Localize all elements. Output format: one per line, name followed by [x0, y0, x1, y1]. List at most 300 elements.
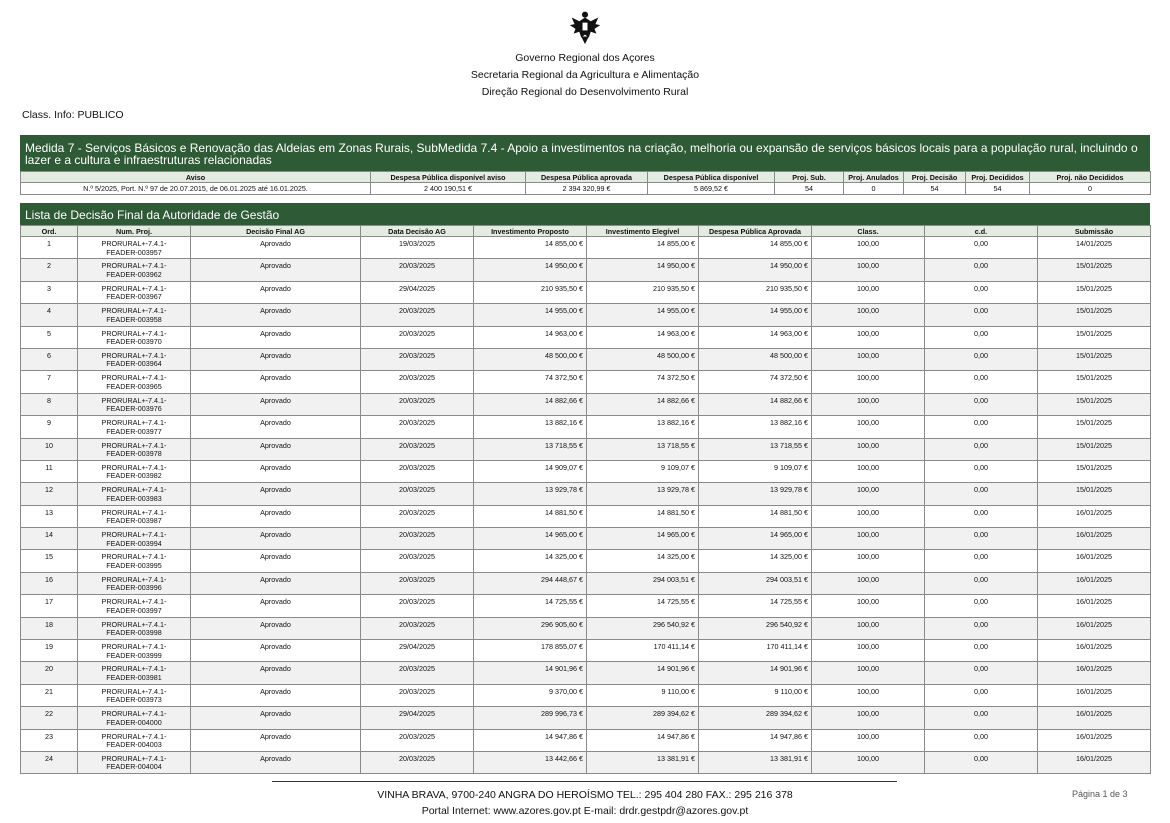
order-cell: 4	[21, 304, 78, 326]
project-number-line1: PRORURAL+-7.4.1-	[101, 552, 167, 562]
project-number-line1: PRORURAL+-7.4.1-	[101, 731, 167, 741]
submission-date-cell: 16/01/2025	[1038, 550, 1151, 572]
decision-date-cell: 20/03/2025	[361, 304, 474, 326]
table-row	[21, 617, 1151, 639]
project-number-line2: FEADER-003967	[106, 292, 162, 302]
approved-expense-cell: 14 855,00 €	[699, 237, 812, 259]
approved-expense-cell: 9 110,00 €	[699, 684, 812, 706]
summary-cell: 54	[904, 183, 966, 195]
submission-date-cell: 16/01/2025	[1038, 729, 1151, 751]
order-cell: 1	[21, 237, 78, 259]
decision-cell: Aprovado	[191, 371, 361, 393]
decision-date-cell: 20/03/2025	[361, 416, 474, 438]
table-row	[21, 751, 1151, 773]
proposed-investment-cell: 13 929,78 €	[474, 483, 587, 505]
summary-column-header: Despesa Pública disponível	[648, 172, 775, 183]
summary-column-header: Proj. não Decididos	[1030, 172, 1151, 183]
order-cell: 15	[21, 550, 78, 572]
cd-cell: 0,00	[925, 237, 1038, 259]
eligible-investment-cell: 9 109,07 €	[587, 460, 699, 482]
footer-divider	[272, 781, 897, 782]
project-number-line2: FEADER-004003	[106, 740, 162, 750]
classification-cell: 100,00	[812, 640, 925, 662]
approved-expense-cell: 14 725,55 €	[699, 595, 812, 617]
project-number-line2: FEADER-003977	[106, 426, 162, 436]
eligible-investment-cell: 14 901,96 €	[587, 662, 699, 684]
classification-cell: 100,00	[812, 237, 925, 259]
summary-cell: 5 869,52 €	[648, 183, 775, 195]
eligible-investment-cell: 14 947,86 €	[587, 729, 699, 751]
project-number-line1: PRORURAL+-7.4.1-	[101, 530, 167, 540]
project-number-cell	[78, 595, 191, 617]
decision-date-cell: 20/03/2025	[361, 460, 474, 482]
approved-expense-cell: 9 109,07 €	[699, 460, 812, 482]
approved-expense-cell: 210 935,50 €	[699, 281, 812, 303]
approved-expense-cell: 14 325,00 €	[699, 550, 812, 572]
approved-expense-cell: 14 955,00 €	[699, 304, 812, 326]
submission-date-cell: 15/01/2025	[1038, 281, 1151, 303]
decision-cell: Aprovado	[191, 640, 361, 662]
decision-cell: Aprovado	[191, 707, 361, 729]
proposed-investment-cell: 14 325,00 €	[474, 550, 587, 572]
cd-cell: 0,00	[925, 438, 1038, 460]
classification-cell: 100,00	[812, 729, 925, 751]
project-number-cell	[78, 707, 191, 729]
proposed-investment-cell: 14 725,55 €	[474, 595, 587, 617]
project-number-line1: PRORURAL+-7.4.1-	[101, 753, 167, 763]
summary-cell: 54	[775, 183, 844, 195]
approved-expense-cell: 14 950,00 €	[699, 259, 812, 281]
submission-date-cell: 16/01/2025	[1038, 751, 1151, 773]
order-cell: 17	[21, 595, 78, 617]
table-row	[21, 304, 1151, 326]
eligible-investment-cell: 296 540,92 €	[587, 617, 699, 639]
approved-expense-cell: 13 381,91 €	[699, 751, 812, 773]
proposed-investment-cell: 210 935,50 €	[474, 281, 587, 303]
eligible-investment-cell: 14 855,00 €	[587, 237, 699, 259]
project-number-cell	[78, 304, 191, 326]
classification-cell: 100,00	[812, 505, 925, 527]
summary-cell: 54	[966, 183, 1030, 195]
submission-date-cell: 15/01/2025	[1038, 304, 1151, 326]
cd-cell: 0,00	[925, 707, 1038, 729]
project-number-line2: FEADER-003998	[106, 628, 162, 638]
cd-cell: 0,00	[925, 505, 1038, 527]
decision-cell: Aprovado	[191, 416, 361, 438]
decision-cell: Aprovado	[191, 729, 361, 751]
decision-date-cell: 20/03/2025	[361, 550, 474, 572]
cd-cell: 0,00	[925, 572, 1038, 594]
proposed-investment-cell: 296 905,60 €	[474, 617, 587, 639]
project-number-line1: PRORURAL+-7.4.1-	[101, 350, 167, 360]
project-number-cell	[78, 237, 191, 259]
approved-expense-cell: 74 372,50 €	[699, 371, 812, 393]
classification-cell: 100,00	[812, 751, 925, 773]
class-info: Class. Info: PUBLICO	[22, 109, 124, 121]
project-number-line1: PRORURAL+-7.4.1-	[101, 642, 167, 652]
decision-date-cell: 20/03/2025	[361, 326, 474, 348]
proposed-investment-cell: 48 500,00 €	[474, 348, 587, 370]
classification-cell: 100,00	[812, 371, 925, 393]
project-number-line1: PRORURAL+-7.4.1-	[101, 373, 167, 383]
decision-date-cell: 20/03/2025	[361, 617, 474, 639]
decision-date-cell: 19/03/2025	[361, 237, 474, 259]
project-number-cell	[78, 572, 191, 594]
decision-date-cell: 20/03/2025	[361, 371, 474, 393]
project-number-line1: PRORURAL+-7.4.1-	[101, 664, 167, 674]
decision-table	[20, 225, 1151, 774]
order-cell: 24	[21, 751, 78, 773]
classification-cell: 100,00	[812, 707, 925, 729]
table-row	[21, 707, 1151, 729]
decision-date-cell: 20/03/2025	[361, 572, 474, 594]
decision-date-cell: 29/04/2025	[361, 707, 474, 729]
decision-date-cell: 20/03/2025	[361, 348, 474, 370]
table-row	[21, 528, 1151, 550]
classification-cell: 100,00	[812, 281, 925, 303]
eligible-investment-cell: 48 500,00 €	[587, 348, 699, 370]
submission-date-cell: 16/01/2025	[1038, 595, 1151, 617]
decision-date-cell: 20/03/2025	[361, 684, 474, 706]
cd-cell: 0,00	[925, 393, 1038, 415]
eligible-investment-cell: 14 725,55 €	[587, 595, 699, 617]
project-number-cell	[78, 662, 191, 684]
eligible-investment-cell: 14 965,00 €	[587, 528, 699, 550]
table-row	[21, 572, 1151, 594]
order-cell: 7	[21, 371, 78, 393]
decision-cell: Aprovado	[191, 505, 361, 527]
table-row	[21, 259, 1151, 281]
summary-cell: 2 394 320,99 €	[526, 183, 648, 195]
classification-cell: 100,00	[812, 393, 925, 415]
approved-expense-cell: 14 947,86 €	[699, 729, 812, 751]
project-number-cell	[78, 416, 191, 438]
submission-date-cell: 15/01/2025	[1038, 460, 1151, 482]
proposed-investment-cell: 14 909,07 €	[474, 460, 587, 482]
decision-date-cell: 20/03/2025	[361, 483, 474, 505]
table-row	[21, 460, 1151, 482]
approved-expense-cell: 14 901,96 €	[699, 662, 812, 684]
project-number-line2: FEADER-003958	[106, 314, 162, 324]
classification-cell: 100,00	[812, 460, 925, 482]
project-number-line2: FEADER-003994	[106, 538, 162, 548]
decision-date-cell: 29/04/2025	[361, 640, 474, 662]
submission-date-cell: 16/01/2025	[1038, 572, 1151, 594]
decision-column-header: Investimento Elegível	[587, 226, 699, 237]
project-number-line1: PRORURAL+-7.4.1-	[101, 328, 167, 338]
project-number-line2: FEADER-004004	[106, 762, 162, 772]
proposed-investment-cell: 14 965,00 €	[474, 528, 587, 550]
project-number-line1: PRORURAL+-7.4.1-	[101, 283, 167, 293]
decision-cell: Aprovado	[191, 550, 361, 572]
decision-column-header: Despesa Pública Aprovada	[699, 226, 812, 237]
decision-cell: Aprovado	[191, 438, 361, 460]
table-row	[21, 550, 1151, 572]
decision-cell: Aprovado	[191, 348, 361, 370]
decision-cell: Aprovado	[191, 237, 361, 259]
decision-cell: Aprovado	[191, 595, 361, 617]
proposed-investment-cell: 14 963,00 €	[474, 326, 587, 348]
decision-date-cell: 20/03/2025	[361, 595, 474, 617]
table-row	[21, 640, 1151, 662]
summary-cell: 0	[844, 183, 904, 195]
cd-cell: 0,00	[925, 751, 1038, 773]
project-number-cell	[78, 393, 191, 415]
project-number-line1: PRORURAL+-7.4.1-	[101, 395, 167, 405]
approved-expense-cell: 289 394,62 €	[699, 707, 812, 729]
cd-cell: 0,00	[925, 304, 1038, 326]
approved-expense-cell: 14 881,50 €	[699, 505, 812, 527]
classification-cell: 100,00	[812, 483, 925, 505]
decision-cell: Aprovado	[191, 662, 361, 684]
eligible-investment-cell: 13 882,16 €	[587, 416, 699, 438]
order-cell: 21	[21, 684, 78, 706]
summary-cell: 2 400 190,51 €	[371, 183, 526, 195]
classification-cell: 100,00	[812, 662, 925, 684]
summary-column-header: Proj. Decididos	[966, 172, 1030, 183]
cd-cell: 0,00	[925, 729, 1038, 751]
order-cell: 18	[21, 617, 78, 639]
decision-cell: Aprovado	[191, 528, 361, 550]
submission-date-cell: 16/01/2025	[1038, 528, 1151, 550]
order-cell: 9	[21, 416, 78, 438]
cd-cell: 0,00	[925, 617, 1038, 639]
order-cell: 12	[21, 483, 78, 505]
project-number-line2: FEADER-003962	[106, 269, 162, 279]
table-row	[21, 662, 1151, 684]
project-number-line1: PRORURAL+-7.4.1-	[101, 574, 167, 584]
project-number-cell	[78, 483, 191, 505]
submission-date-cell: 15/01/2025	[1038, 326, 1151, 348]
table-row	[21, 684, 1151, 706]
classification-cell: 100,00	[812, 528, 925, 550]
project-number-cell	[78, 281, 191, 303]
decision-column-header: Investimento Proposto	[474, 226, 587, 237]
proposed-investment-cell: 14 955,00 €	[474, 304, 587, 326]
decision-list-title: Lista de Decisão Final da Autoridade de Gestão	[20, 203, 1150, 225]
summary-column-header: Proj. Sub.	[775, 172, 844, 183]
decision-date-cell: 20/03/2025	[361, 729, 474, 751]
summary-column-header: Proj. Anulados	[844, 172, 904, 183]
decision-cell: Aprovado	[191, 281, 361, 303]
summary-column-header: Proj. Decisão	[904, 172, 966, 183]
footer-contact: Portal Internet: www.azores.gov.pt E-mail: drdr.gestpdr@azores.gov.pt	[421, 805, 749, 817]
order-cell: 5	[21, 326, 78, 348]
cd-cell: 0,00	[925, 326, 1038, 348]
project-number-cell	[78, 371, 191, 393]
project-number-line2: FEADER-003999	[106, 650, 162, 660]
order-cell: 3	[21, 281, 78, 303]
document-header	[0, 50, 1170, 101]
proposed-investment-cell: 13 718,55 €	[474, 438, 587, 460]
project-number-line2: FEADER-003981	[106, 672, 162, 682]
order-cell: 8	[21, 393, 78, 415]
proposed-investment-cell: 13 882,16 €	[474, 416, 587, 438]
order-cell: 20	[21, 662, 78, 684]
footer-address: VINHA BRAVA, 9700-240 ANGRA DO HEROÍSMO TEL.: 295 404 280 FAX.: 295 216 378	[377, 789, 793, 801]
submission-date-cell: 15/01/2025	[1038, 348, 1151, 370]
summary-column-header: Despesa Pública disponível aviso	[371, 172, 526, 183]
approved-expense-cell: 294 003,51 €	[699, 572, 812, 594]
project-number-line2: FEADER-003973	[106, 695, 162, 705]
submission-date-cell: 16/01/2025	[1038, 505, 1151, 527]
cd-cell: 0,00	[925, 483, 1038, 505]
proposed-investment-cell: 14 855,00 €	[474, 237, 587, 259]
classification-cell: 100,00	[812, 438, 925, 460]
decision-date-cell: 20/03/2025	[361, 393, 474, 415]
order-cell: 22	[21, 707, 78, 729]
table-row	[21, 595, 1151, 617]
project-number-cell	[78, 640, 191, 662]
submission-date-cell: 15/01/2025	[1038, 438, 1151, 460]
eligible-investment-cell: 14 881,50 €	[587, 505, 699, 527]
decision-column-header: Ord.	[21, 226, 78, 237]
decision-column-header: Decisão Final AG	[191, 226, 361, 237]
project-number-line1: PRORURAL+-7.4.1-	[101, 418, 167, 428]
classification-cell: 100,00	[812, 416, 925, 438]
cd-cell: 0,00	[925, 416, 1038, 438]
decision-cell: Aprovado	[191, 684, 361, 706]
project-number-line1: PRORURAL+-7.4.1-	[101, 440, 167, 450]
cd-cell: 0,00	[925, 259, 1038, 281]
classification-cell: 100,00	[812, 550, 925, 572]
summary-column-header: Aviso	[21, 172, 371, 183]
order-cell: 11	[21, 460, 78, 482]
eligible-investment-cell: 74 372,50 €	[587, 371, 699, 393]
project-number-line1: PRORURAL+-7.4.1-	[101, 462, 167, 472]
approved-expense-cell: 14 965,00 €	[699, 528, 812, 550]
project-number-line2: FEADER-003965	[106, 381, 162, 391]
classification-cell: 100,00	[812, 326, 925, 348]
project-number-cell	[78, 729, 191, 751]
classification-cell: 100,00	[812, 595, 925, 617]
order-cell: 16	[21, 572, 78, 594]
table-row	[21, 505, 1151, 527]
decision-date-cell: 29/04/2025	[361, 281, 474, 303]
table-row	[21, 483, 1151, 505]
proposed-investment-cell: 178 855,07 €	[474, 640, 587, 662]
project-number-line2: FEADER-003978	[106, 449, 162, 459]
summary-cell: 0	[1030, 183, 1151, 195]
decision-cell: Aprovado	[191, 460, 361, 482]
decision-date-cell: 20/03/2025	[361, 505, 474, 527]
proposed-investment-cell: 14 881,50 €	[474, 505, 587, 527]
table-row	[21, 237, 1151, 259]
project-number-line2: FEADER-003982	[106, 471, 162, 481]
approved-expense-cell: 14 963,00 €	[699, 326, 812, 348]
proposed-investment-cell: 74 372,50 €	[474, 371, 587, 393]
proposed-investment-cell: 9 370,00 €	[474, 684, 587, 706]
proposed-investment-cell: 289 996,73 €	[474, 707, 587, 729]
decision-date-cell: 20/03/2025	[361, 259, 474, 281]
submission-date-cell: 16/01/2025	[1038, 640, 1151, 662]
measure-summary	[20, 135, 1150, 195]
project-number-cell	[78, 326, 191, 348]
eligible-investment-cell: 13 718,55 €	[587, 438, 699, 460]
classification-cell: 100,00	[812, 617, 925, 639]
project-number-cell	[78, 617, 191, 639]
project-number-line1: PRORURAL+-7.4.1-	[101, 485, 167, 495]
cd-cell: 0,00	[925, 684, 1038, 706]
table-row	[21, 371, 1151, 393]
project-number-line2: FEADER-003995	[106, 560, 162, 570]
order-cell: 2	[21, 259, 78, 281]
eligible-investment-cell: 289 394,62 €	[587, 707, 699, 729]
classification-cell: 100,00	[812, 684, 925, 706]
project-number-cell	[78, 505, 191, 527]
table-row	[21, 348, 1151, 370]
order-cell: 23	[21, 729, 78, 751]
proposed-investment-cell: 14 901,96 €	[474, 662, 587, 684]
approved-expense-cell: 13 882,16 €	[699, 416, 812, 438]
measure-summary-table	[20, 171, 1151, 195]
submission-date-cell: 14/01/2025	[1038, 237, 1151, 259]
project-number-line1: PRORURAL+-7.4.1-	[101, 709, 167, 719]
submission-date-cell: 16/01/2025	[1038, 617, 1151, 639]
submission-date-cell: 15/01/2025	[1038, 483, 1151, 505]
eligible-investment-cell: 170 411,14 €	[587, 640, 699, 662]
project-number-cell	[78, 460, 191, 482]
order-cell: 14	[21, 528, 78, 550]
decision-cell: Aprovado	[191, 483, 361, 505]
project-number-line1: PRORURAL+-7.4.1-	[101, 507, 167, 517]
submission-date-cell: 15/01/2025	[1038, 259, 1151, 281]
proposed-investment-cell: 14 947,86 €	[474, 729, 587, 751]
decision-date-cell: 20/03/2025	[361, 662, 474, 684]
submission-date-cell: 16/01/2025	[1038, 662, 1151, 684]
cd-cell: 0,00	[925, 662, 1038, 684]
page-number: Página 1 de 3	[1072, 789, 1128, 799]
cd-cell: 0,00	[925, 460, 1038, 482]
decision-column-header: Class.	[812, 226, 925, 237]
header-line-directorate: Direção Regional do Desenvolvimento Rural	[481, 86, 689, 98]
eligible-investment-cell: 14 950,00 €	[587, 259, 699, 281]
submission-date-cell: 15/01/2025	[1038, 371, 1151, 393]
project-number-cell	[78, 751, 191, 773]
classification-cell: 100,00	[812, 259, 925, 281]
project-number-cell	[78, 528, 191, 550]
cd-cell: 0,00	[925, 550, 1038, 572]
decision-date-cell: 20/03/2025	[361, 751, 474, 773]
decision-column-header: Data Decisão AG	[361, 226, 474, 237]
eligible-investment-cell: 14 882,66 €	[587, 393, 699, 415]
approved-expense-cell: 48 500,00 €	[699, 348, 812, 370]
decision-cell: Aprovado	[191, 617, 361, 639]
proposed-investment-cell: 14 950,00 €	[474, 259, 587, 281]
project-number-cell	[78, 684, 191, 706]
project-number-cell	[78, 438, 191, 460]
eligible-investment-cell: 14 955,00 €	[587, 304, 699, 326]
eligible-investment-cell: 13 381,91 €	[587, 751, 699, 773]
project-number-line2: FEADER-003997	[106, 605, 162, 615]
cd-cell: 0,00	[925, 640, 1038, 662]
project-number-line1: PRORURAL+-7.4.1-	[101, 686, 167, 696]
measure-title: Medida 7 - Serviços Básicos e Renovação das Aldeias em Zonas Rurais, SubMedida 7.4 - Apoio a investimentos na criação, melhoria ou expansão de serviços básicos locais para a população rural, incluindo o lazer e a cultura e infraestruturas relacionadas	[20, 135, 1150, 171]
summary-column-header: Despesa Pública aprovada	[526, 172, 648, 183]
decision-cell: Aprovado	[191, 751, 361, 773]
approved-expense-cell: 13 929,78 €	[699, 483, 812, 505]
eligible-investment-cell: 14 963,00 €	[587, 326, 699, 348]
project-number-line2: FEADER-003983	[106, 493, 162, 503]
project-number-line2: FEADER-003957	[106, 247, 162, 257]
project-number-cell	[78, 348, 191, 370]
classification-cell: 100,00	[812, 304, 925, 326]
decision-date-cell: 20/03/2025	[361, 438, 474, 460]
project-number-line1: PRORURAL+-7.4.1-	[101, 261, 167, 271]
project-number-line2: FEADER-003996	[106, 583, 162, 593]
order-cell: 6	[21, 348, 78, 370]
decision-cell: Aprovado	[191, 259, 361, 281]
